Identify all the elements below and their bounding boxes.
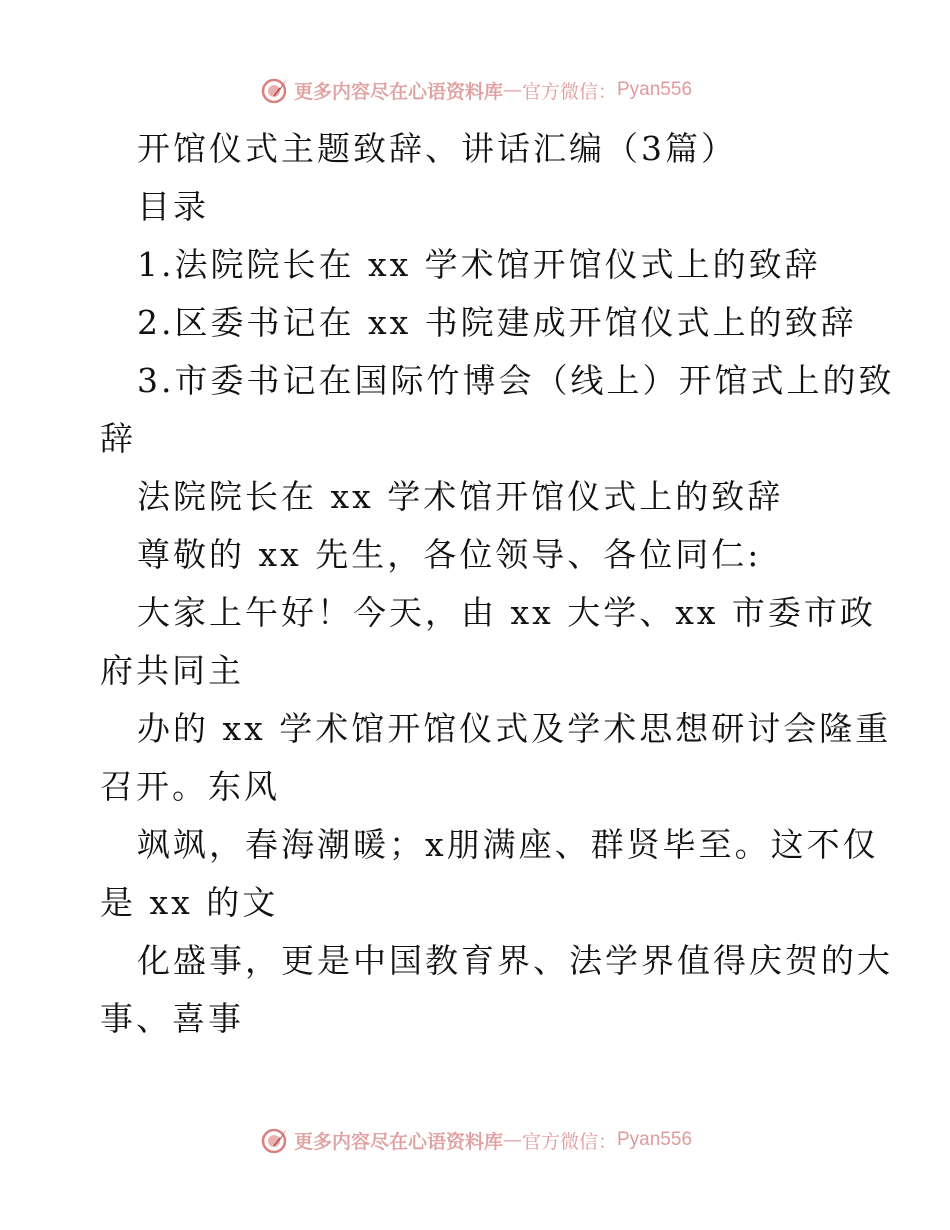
watermark-contact-label: 官方微信： [521, 1130, 617, 1153]
watermark-contact-id: Pyan556 [617, 79, 693, 100]
toc-item-3-continued: 辞 [100, 419, 136, 458]
paragraph-line: 飒飒，春海潮暖；x朋满座、群贤毕至。这不仅 [137, 825, 879, 864]
paragraph-line: 化盛事，更是中国教育界、法学界值得庆贺的大 [137, 941, 893, 980]
document-title: 开馆仪式主题致辞、讲话汇编（3篇） [137, 129, 737, 168]
section-heading: 法院院长在 xx 学术馆开馆仪式上的致辞 [137, 477, 784, 516]
footer-watermark [0, 1120, 950, 1160]
paragraph-line: 办的 xx 学术馆开馆仪式及学术思想研讨会隆重 [137, 709, 892, 748]
watermark-brand: 更多内容尽在心语资料库 [293, 1130, 503, 1153]
feather-logo-icon [258, 1124, 290, 1156]
toc-item-3: 3.市委书记在国际竹博会（线上）开馆式上的致 [137, 361, 895, 400]
watermark-separator: — [502, 1129, 522, 1151]
watermark-separator: — [502, 79, 522, 101]
feather-logo-icon [258, 74, 290, 106]
paragraph-line: 是 xx 的文 [100, 883, 279, 922]
paragraph-line: 事、喜事 [100, 999, 244, 1038]
paragraph-line: 召开。东风 [100, 767, 280, 806]
toc-heading: 目录 [137, 187, 209, 226]
watermark-contact-label: 官方微信： [521, 80, 617, 103]
paragraph-line: 府共同主 [100, 651, 244, 690]
watermark-brand: 更多内容尽在心语资料库 [293, 80, 503, 103]
header-watermark [0, 70, 950, 110]
watermark-contact-id: Pyan556 [617, 1129, 693, 1150]
document-body [100, 120, 895, 1048]
paragraph-line: 大家上午好！今天，由 xx 大学、xx 市委市政 [137, 593, 876, 632]
toc-item-1: 1.法院院长在 xx 学术馆开馆仪式上的致辞 [137, 245, 821, 284]
salutation: 尊敬的 xx 先生，各位领导、各位同仁: [137, 535, 762, 574]
toc-item-2: 2.区委书记在 xx 书院建成开馆仪式上的致辞 [137, 303, 857, 342]
